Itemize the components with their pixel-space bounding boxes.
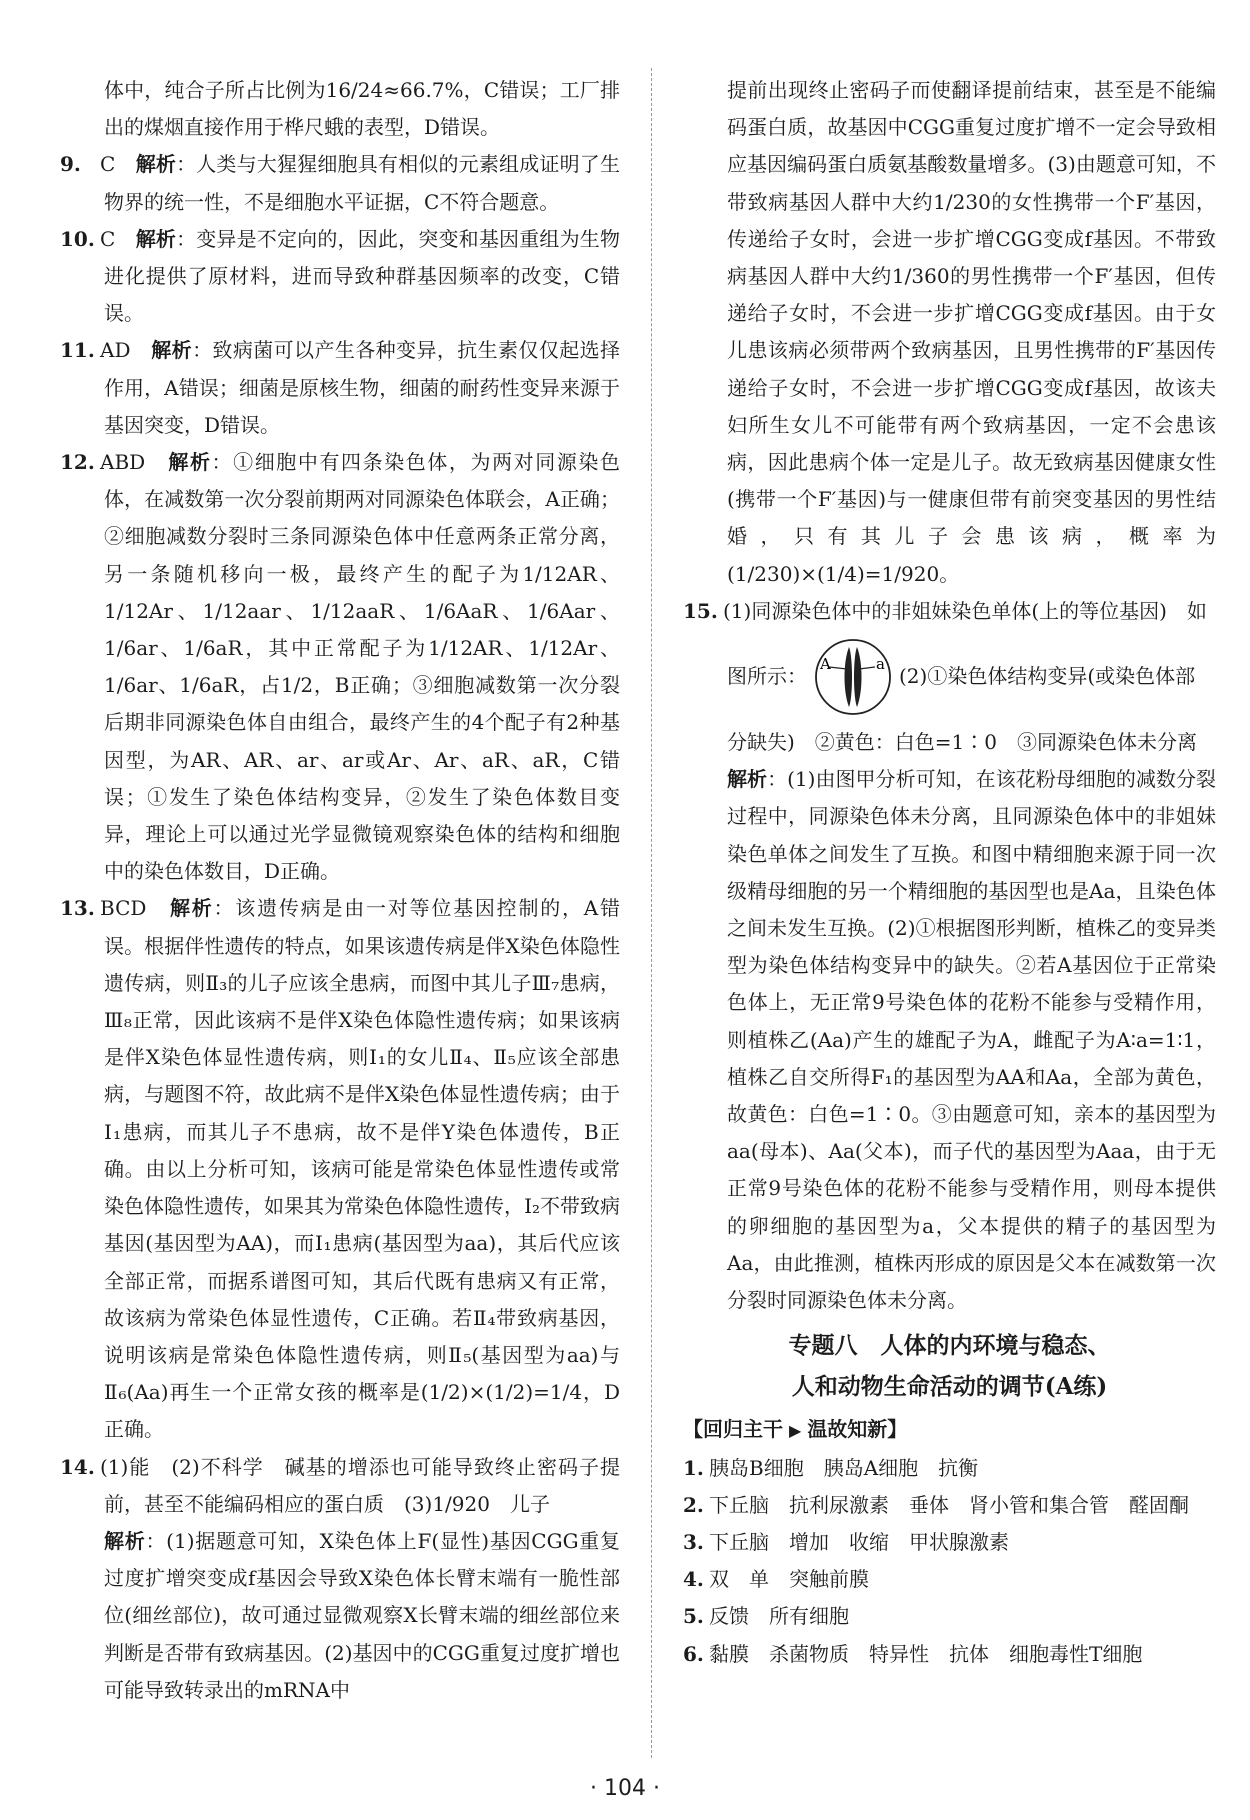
item-number: 11. [60,338,95,363]
right-column [683,72,1216,1673]
analysis-text: ：(1)由图甲分析可知，在该花粉母细胞的减数分裂过程中，同源染色体未分离，且同源染色体中的非姐妹染色单体之间发生了互换。和图中精细胞来源于同一次级精母细胞的另一个精细胞的基因型也是Aa，且染色体之间未发生互换。(2)①根据图形判断，植株乙的变异类型为染色体结构变异中的缺失。②若A基因位于正常染色体上，无正常9号染色体的花粉不能参与受精作用，则植株乙(Aa)产生的雄配子为A，雌配子为A∶a=1∶1，植株乙自交所得F₁的基因型为AA和Aa，全部为黄色，故黄色：白色=1∶0。③由题意可知，亲本的基因型为aa(母本)、Aa(父本)，而子代的基因型为Aaa，由于无正常9号染色体的花粉不能参与受精作用，则母本提供的卵细胞的基因型为a，父本提供的精子的基因型为Aa，由此推测，植株丙形成的原因是父本在减数第一次分裂时同源染色体未分离。 [727,767,1216,1313]
analysis-text: ：变异是不定向的，因此，突变和基因重组为生物进化提供了原材料，进而导致种群基因频率的改变，C错误。 [104,226,620,326]
analysis-label: 解析 [169,896,214,921]
list-text: 双 单 突触前膜 [709,1567,869,1592]
analysis-text: ：(1)据题意可知，X染色体上F(显性)基因CGG重复过度扩增突变成f基因会导致X染色体长臂末端有一脆性部位(细丝部位)，故可通过显微观察X长臂末端的细丝部位来判断是否带有致病基因。(2)基因中的CGG重复过度扩增也可能导致转录出的mRNA中 [104,1528,620,1702]
answer-item-9 [60,146,620,220]
intro-paragraph: 体中，纯合子所占比例为16/24≈66.7%，C错误；工厂排出的煤烟直接作用于桦尺蛾的表型，D错误。 [104,78,620,140]
list-text: 黏膜 杀菌物质 特异性 抗体 细胞毒性T细胞 [709,1641,1143,1666]
page-number: · 104 · [590,1776,660,1801]
item-number: 14. [60,1454,95,1479]
analysis-text: ：人类与大猩猩细胞具有相似的元素组成证明了生物界的统一性，不是细胞水平证据，C不符合题意。 [104,152,620,214]
analysis-label: 解析 [168,450,212,475]
analysis-label: 解析 [135,226,177,251]
analysis-label: 解析 [135,152,177,177]
play-triangle-icon: ▶ [789,1421,802,1441]
list-item [683,1598,1216,1635]
chapter-heading-line2: 人和动物生命活动的调节(A练) [791,1373,1108,1401]
item-number: 15. [683,598,718,623]
section-title-left: 【回归主干 [683,1417,783,1442]
item-answer: ABD [100,450,146,475]
list-text: 胰岛B细胞 胰岛A细胞 抗衡 [709,1455,979,1480]
analysis-14-continued: 提前出现终止密码子而使翻译提前结束，甚至是不能编码蛋白质，故基因中CGG重复过度扩增不一定会导致相应基因编码蛋白质氨基酸数量增多。(3)由题意可知，不带致病基因人群中大约1/230的女性携带一个F′基因，传递给子女时，会进一步扩增CGG变成f基因。不带致病基因人群中大约1/360的男性携带一个F′基因，但传递给子女时，不会进一步扩增CGG变成f基因。由于女儿患该病必须带两个致病基因，且男性携带的F′基因传递给子女时，不会进一步扩增CGG变成f基因，故该夫妇所生女儿不可能带有两个致病基因，一定不会患该病，因此患病个体一定是儿子。故无致病基因健康女性(携带一个F′基因)与一健康但带有前突变基因的男性结婚，只有其儿子会患该病，概率为(1/230)×(1/4)=1/920。 [727,78,1216,586]
section-title [683,1411,1216,1449]
item-answer-part4: 分缺失) ②黄色：白色=1∶0 ③同源染色体未分离 [727,730,1198,755]
item-answer-part3: (2)①染色体结构变异(或染色体部 [899,664,1196,689]
analysis-label: 解析 [104,1528,146,1553]
item-number: 9. [60,152,81,177]
list-item [683,1561,1216,1598]
analysis-text: ：致病菌可以产生各种变异，抗生素仅仅起选择作用，A错误；细菌是原核生物，细菌的耐药性变异来源于基因突变，D错误。 [104,338,621,437]
list-item [683,1524,1216,1561]
list-item [683,1636,1216,1673]
section-title-right: 温故知新】 [807,1417,908,1442]
list-text: 下丘脑 增加 收缩 甲状腺激素 [709,1529,1009,1554]
chapter-heading-line1: 专题八 人体的内环境与稳态、 [788,1332,1111,1360]
list-number: 6. [683,1641,704,1666]
answer-item-15 [683,593,1216,630]
analysis-label: 解析 [727,767,768,792]
page-number-value: 104 [604,1776,646,1801]
item-answer: (1)能 (2)不科学 碱基的增添也可能导致终止密码子提前，甚至不能编码相应的蛋白质 (3)1/920 儿子 [100,1454,620,1516]
list-number: 4. [683,1567,704,1592]
item-answer: C [100,152,116,177]
list-text: 下丘脑 抗利尿激素 垂体 肾小管和集合管 醛固酮 [709,1492,1189,1517]
answer-item-11 [60,332,620,444]
item-answer-part1: (1)同源染色体中的非姐妹染色单体(上的等位基因) 如 [723,598,1207,623]
list-number: 2. [683,1492,704,1517]
analysis-14 [60,1523,620,1709]
answer-item-10 [60,221,620,333]
column-divider [651,68,652,1758]
analysis-label: 解析 [151,338,193,363]
item-number: 13. [60,896,95,921]
figure-line [683,630,1216,724]
analysis-15 [683,761,1216,1319]
figure-label-right: a [876,655,885,674]
analysis-text: ：该遗传病是由一对等位基因控制的，A错误。根据伴性遗传的特点，如果该遗传病是伴X染色体隐性遗传病，则Ⅱ₃的儿子应该全患病，而图中其儿子Ⅲ₇患病，Ⅲ₈正常，因此该病不是伴X染色体隐性遗传病；如果该病是伴X染色体显性遗传病，则Ⅰ₁的女儿Ⅱ₄、Ⅱ₅应该全部患病，与题图不符，故此病不是伴X染色体显性遗传病；由于Ⅰ₁患病，而其儿子不患病，故不是伴Y染色体遗传，B正确。由以上分析可知，该病可能是常染色体显性遗传或常染色体隐性遗传，如果其为常染色体隐性遗传，Ⅰ₂不带致病基因(基因型为AA)，而Ⅰ₁患病(基因型为aa)，其后代应该全部正常，而据系谱图可知，其后代既有患病又有正常，故该病为常染色体显性遗传，C正确。若Ⅱ₄带致病基因，说明该病是常染色体隐性遗传病，则Ⅱ₅(基因型为aa)与Ⅱ₆(Aa)再生一个正常女孩的概率是(1/2)×(1/2)=1/4，D正确。 [104,896,620,1442]
list-item [683,1487,1216,1524]
list-number: 1. [683,1455,704,1480]
left-column [60,72,620,1709]
answer-item-13 [60,890,620,1448]
list-text: 反馈 所有细胞 [709,1604,849,1629]
answer-item-14 [60,1449,620,1523]
item-answer: BCD [100,896,147,921]
item-answer-part2: 图所示： [727,664,807,689]
list-number: 5. [683,1604,704,1629]
item-number: 10. [60,226,95,251]
list-item [683,1450,1216,1487]
item-answer: C [100,226,116,251]
answer-item-12 [60,444,620,890]
chromosome-figure [813,637,893,717]
item-number: 12. [60,450,95,475]
analysis-text: ：①细胞中有四条染色体，为两对同源染色体，在减数第一次分裂前期两对同源染色体联会，A正确；②细胞减数分裂时三条同源染色体中任意两条正常分离，另一条随机移向一极，最终产生的配子为1/12AR、1/12Ar、1/12aar、1/12aaR、1/6AaR、1/6Aar、1/6ar、1/6aR，其中正常配子为1/12AR、1/12Ar、1/6ar、1/6aR，占1/2，B正确；③细胞减数第一次分裂后期非同源染色体自由组合，最终产生的4个配子有2种基因型，为AR、AR、ar、ar或Ar、Ar、aR、aR，C错误；①发生了染色体结构变异，②发生了染色体数目变异，理论上可以通过光学显微镜观察染色体的结构和细胞中的染色体数目，D正确。 [104,450,621,884]
item-answer: AD [100,338,131,363]
figure-label-left: A [820,655,831,674]
list-number: 3. [683,1529,704,1554]
